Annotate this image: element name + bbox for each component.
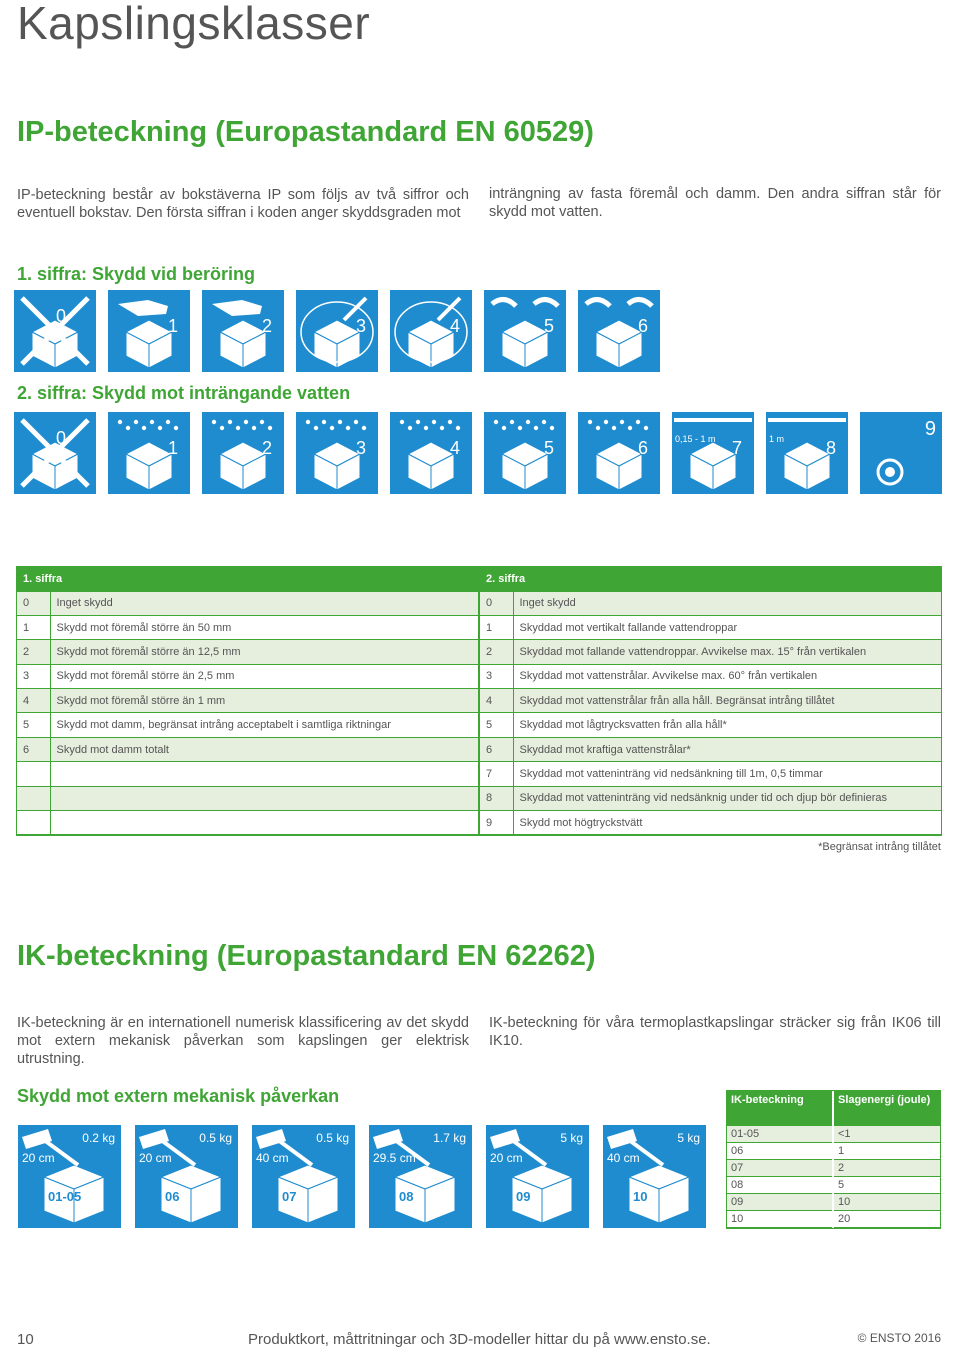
table-cell-text: Inget skydd — [50, 591, 478, 615]
table-row — [727, 1125, 940, 1142]
impact-height: 40 cm — [256, 1151, 289, 1165]
powerful-jet-icon — [578, 412, 660, 494]
impact-mass: 5 kg — [677, 1131, 700, 1145]
table-cell-digit — [17, 811, 50, 835]
table-cell-digit: 0 — [480, 591, 513, 615]
footer-text: Produktkort, måttritningar och 3D-modeller hittar du på www.ensto.se. — [248, 1331, 711, 1348]
impact-icon — [369, 1125, 472, 1228]
table-cell-digit — [17, 762, 50, 786]
table-cell-text: Skyddad mot vattenstrålar. Avvikelse max. 60° från vertikalen — [513, 664, 941, 688]
table-row — [480, 640, 941, 664]
depth-label: 1 m — [769, 434, 785, 444]
table-cell-text: Skydd mot damm totalt — [50, 737, 478, 761]
ik-intro-right: IK-beteckning för våra termoplastkapslingar sträcker sig från IK06 till IK10. — [489, 1015, 941, 1049]
icon-number: 0 — [55, 306, 66, 326]
table-cell-digit: 6 — [480, 737, 513, 761]
icon-number: 6 — [637, 316, 648, 336]
table-cell-text: Skydd mot föremål större än 50 mm — [50, 615, 478, 639]
ik-sub: Skydd mot extern mekanisk påverkan — [17, 1086, 340, 1106]
crossed-hand-icon — [14, 290, 96, 372]
dust-icon — [484, 290, 566, 372]
icon-number: 1 — [167, 438, 178, 458]
table-cell-text: Skyddad mot fallande vattendroppar. Avvikelse max. 15° från vertikalen — [513, 640, 941, 664]
ip-heading: IP-beteckning (Europastandard EN 60529) — [17, 116, 594, 148]
splash-icon — [390, 412, 472, 494]
dust-tight-icon — [578, 290, 660, 372]
icon-number: 4 — [449, 316, 460, 336]
impact-icon — [135, 1125, 238, 1228]
ip-table-first-digit — [16, 566, 479, 836]
table-cell-text: Skydd mot högtryckstvätt — [513, 811, 941, 835]
table-cell-text — [50, 811, 478, 835]
table-cell-digit: 8 — [480, 786, 513, 810]
table-cell-text: Skyddad mot vertikalt fallande vattendroppar — [513, 615, 941, 639]
page-number: 10 — [17, 1331, 34, 1348]
table-row — [17, 737, 478, 761]
icon-number: 1 — [167, 316, 178, 336]
ik-class-label: 06 — [165, 1189, 180, 1204]
ik-cell-class: 09 — [727, 1193, 833, 1210]
ip-sub-second-digit: 2. siffra: Skydd mot inträngande vatten — [17, 383, 351, 403]
icon-number: 8 — [825, 438, 836, 458]
table-cell-digit — [17, 786, 50, 810]
table-cell-digit: 7 — [480, 762, 513, 786]
ik-cell-class: 01-05 — [727, 1125, 833, 1142]
icon-number: 3 — [355, 316, 366, 336]
ip-icons-row-1 — [14, 290, 660, 372]
table-cell-text: Skydd mot föremål större än 1 mm — [50, 689, 478, 713]
table-cell-digit: 5 — [480, 713, 513, 737]
table-cell-text — [50, 786, 478, 810]
icon-number: 4 — [449, 438, 460, 458]
table-cell-text: Skyddad mot vatteninträng vid nedsänkning till 1m, 0,5 timmar — [513, 762, 941, 786]
impact-icon — [252, 1125, 355, 1228]
ik-cell-class: 07 — [727, 1159, 833, 1176]
table-cell-text: Skyddad mot vatteninträng vid nedsänknig under tid och djup bör definieras — [513, 786, 941, 810]
ik-cell-class: 08 — [727, 1176, 833, 1193]
submersion-icon — [766, 412, 848, 494]
table-cell-digit: 1 — [17, 615, 50, 639]
table-row — [480, 811, 941, 835]
table-row — [17, 615, 478, 639]
ik-cell-energy: 20 — [833, 1210, 940, 1227]
ik-intro-left: IK-beteckning är en internationell numerisk klassificering av det skydd mot extern mekanisk påverkan som kapslingen ger elektrisk utrustning. — [17, 1015, 469, 1067]
table-cell-digit: 2 — [17, 640, 50, 664]
impact-height: 40 cm — [607, 1151, 640, 1165]
table-cell-digit: 4 — [17, 689, 50, 713]
icon-number: 5 — [543, 316, 554, 336]
immersion-icon — [672, 412, 754, 494]
ik-class-label: 10 — [633, 1189, 648, 1204]
ip-table-left-header: 1. siffra — [17, 567, 478, 591]
table-row — [17, 664, 478, 688]
table-cell-digit: 5 — [17, 713, 50, 737]
ik-table-col2-header: Slagenergi (joule) — [833, 1091, 940, 1125]
table-row — [17, 713, 478, 737]
icon-number: 3 — [355, 438, 366, 458]
ik-cell-energy: 1 — [833, 1142, 940, 1159]
spray-icon — [296, 412, 378, 494]
table-row — [480, 664, 941, 688]
copyright: © ENSTO 2016 — [857, 1331, 941, 1345]
ik-cell-energy: 2 — [833, 1159, 940, 1176]
impact-mass: 0.5 kg — [199, 1131, 232, 1145]
table-row — [17, 689, 478, 713]
page-title: Kapslingsklasser — [17, 0, 371, 49]
table-cell-digit: 4 — [480, 689, 513, 713]
table-cell-digit: 2 — [480, 640, 513, 664]
table-row — [17, 591, 478, 615]
wire-icon — [390, 290, 472, 372]
table-row — [17, 811, 478, 835]
table-cell-text: Skydd mot damm, begränsat intrång acceptabelt i samtliga riktningar — [50, 713, 478, 737]
ik-heading: IK-beteckning (Europastandard EN 62262) — [17, 940, 596, 972]
table-row — [480, 713, 941, 737]
table-cell-digit: 9 — [480, 811, 513, 835]
table-cell-digit: 0 — [17, 591, 50, 615]
high-pressure-icon — [860, 412, 942, 494]
impact-icon — [486, 1125, 589, 1228]
ik-class-label: 01-05 — [48, 1189, 82, 1204]
ik-icons-row — [18, 1125, 706, 1228]
table-row — [17, 786, 478, 810]
tool-icon — [296, 290, 378, 372]
table-cell-digit: 1 — [480, 615, 513, 639]
table-row — [727, 1193, 940, 1210]
impact-height: 20 cm — [139, 1151, 172, 1165]
impact-mass: 1.7 kg — [433, 1131, 466, 1145]
impact-icon — [18, 1125, 121, 1228]
impact-height: 20 cm — [22, 1151, 55, 1165]
table-cell-text: Skydd mot föremål större än 12,5 mm — [50, 640, 478, 664]
ik-table — [726, 1090, 941, 1229]
icon-number: 9 — [924, 418, 936, 440]
table-cell-text: Skyddad mot kraftiga vattenstrålar* — [513, 737, 941, 761]
ik-table-col1-header: IK-beteckning — [727, 1091, 833, 1125]
finger-icon — [202, 290, 284, 372]
ik-cell-energy: <1 — [833, 1125, 940, 1142]
ip-table-right-header: 2. siffra — [480, 567, 941, 591]
icon-number: 6 — [637, 438, 648, 458]
table-row — [727, 1210, 940, 1227]
icon-number: 0 — [55, 428, 66, 448]
ip-intro-left: IP-beteckning består av bokstäverna IP som följs av två siffror och eventuell bokstav. Den första siffran i koden anger skyddsgraden mot — [17, 187, 469, 221]
table-cell-text — [50, 762, 478, 786]
ip-icons-row-2 — [14, 412, 942, 494]
table-row — [17, 762, 478, 786]
impact-mass: 0.2 kg — [82, 1131, 115, 1145]
ik-cell-class: 10 — [727, 1210, 833, 1227]
angled-drops-icon — [202, 412, 284, 494]
table-row — [727, 1176, 940, 1193]
table-cell-text: Skyddad mot vattenstrålar från alla håll. Begränsat intrång tillåtet — [513, 689, 941, 713]
table-row — [17, 640, 478, 664]
impact-mass: 5 kg — [560, 1131, 583, 1145]
icon-number: 7 — [731, 438, 742, 458]
ip-sub-first-digit: 1. siffra: Skydd vid beröring — [17, 264, 256, 284]
ip-intro-right: inträngning av fasta föremål och damm. Den andra siffran står för skydd mot vatten. — [489, 186, 941, 220]
depth-label: 0,15 - 1 m — [675, 434, 716, 444]
ip-footnote: *Begränsat intrång tillåtet — [818, 841, 941, 853]
table-row — [480, 615, 941, 639]
table-cell-text: Skydd mot föremål större än 2,5 mm — [50, 664, 478, 688]
table-row — [480, 591, 941, 615]
impact-icon — [603, 1125, 706, 1228]
table-cell-digit: 3 — [480, 664, 513, 688]
ip-table-second-digit — [479, 566, 942, 836]
ik-cell-class: 06 — [727, 1142, 833, 1159]
hand-icon — [108, 290, 190, 372]
icon-number: 2 — [261, 316, 272, 336]
table-cell-text: Skyddad mot lågtrycksvatten från alla håll* — [513, 713, 941, 737]
vertical-drops-icon — [108, 412, 190, 494]
icon-number: 2 — [261, 438, 272, 458]
impact-height: 20 cm — [490, 1151, 523, 1165]
ik-cell-energy: 5 — [833, 1176, 940, 1193]
impact-mass: 0.5 kg — [316, 1131, 349, 1145]
table-cell-digit: 6 — [17, 737, 50, 761]
jet-icon — [484, 412, 566, 494]
table-cell-text: Inget skydd — [513, 591, 941, 615]
table-cell-digit: 3 — [17, 664, 50, 688]
table-row — [480, 762, 941, 786]
crossed-drop-icon — [14, 412, 96, 494]
ik-class-label: 07 — [282, 1189, 297, 1204]
table-row — [480, 689, 941, 713]
icon-number: 5 — [543, 438, 554, 458]
ik-class-label: 09 — [516, 1189, 531, 1204]
table-row — [727, 1142, 940, 1159]
ik-cell-energy: 10 — [833, 1193, 940, 1210]
table-row — [727, 1159, 940, 1176]
table-row — [480, 737, 941, 761]
table-row — [480, 786, 941, 810]
ik-class-label: 08 — [399, 1189, 414, 1204]
impact-height: 29.5 cm — [373, 1151, 416, 1165]
